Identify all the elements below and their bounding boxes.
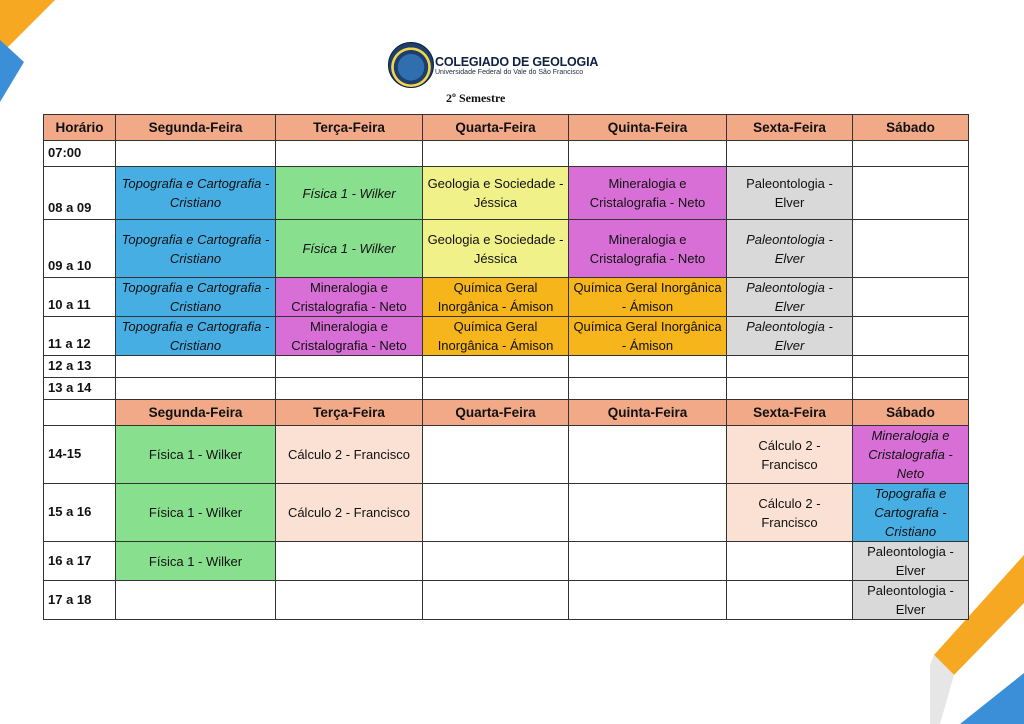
class-cell: Química Geral Inorgânica - Ámison [423, 317, 569, 356]
header-day: Quinta-Feira [569, 115, 727, 141]
empty-cell [569, 484, 727, 542]
empty-cell [727, 141, 853, 167]
empty-cell [423, 426, 569, 484]
class-cell: Mineralogia e Cristalografia - Neto [276, 278, 423, 317]
table-row [44, 542, 969, 581]
class-cell: Paleontologia - Elver [727, 317, 853, 356]
header-day: Terça-Feira [276, 400, 423, 426]
empty-cell [44, 400, 116, 426]
time-cell: 12 a 13 [44, 356, 116, 378]
class-cell: Cálculo 2 - Francisco [727, 426, 853, 484]
class-cell: Paleontologia - Elver [853, 542, 969, 581]
empty-cell [423, 141, 569, 167]
time-cell: 10 a 11 [44, 278, 116, 317]
time-cell: 17 a 18 [44, 581, 116, 620]
empty-cell [569, 426, 727, 484]
corner-decoration-top-left [0, 0, 60, 105]
class-cell: Química Geral Inorgânica - Ámison [423, 278, 569, 317]
empty-cell [569, 141, 727, 167]
class-cell: Topografia e Cartografia - Cristiano [116, 278, 276, 317]
class-cell: Mineralogia e Cristalografia - Neto [569, 220, 727, 278]
empty-cell [853, 278, 969, 317]
empty-cell [727, 542, 853, 581]
header-day: Sábado [853, 115, 969, 141]
empty-cell [423, 484, 569, 542]
empty-cell [853, 220, 969, 278]
empty-cell [569, 378, 727, 400]
header-day: Segunda-Feira [116, 115, 276, 141]
header-day: Terça-Feira [276, 115, 423, 141]
class-cell: Paleontologia - Elver [853, 581, 969, 620]
empty-cell [853, 356, 969, 378]
table-row [44, 278, 969, 317]
university-name: Universidade Federal do Vale do São Francisco [435, 69, 584, 76]
header-day: Sexta-Feira [727, 400, 853, 426]
table-row [44, 220, 969, 278]
table-row [44, 426, 969, 484]
header-day: Quarta-Feira [423, 115, 569, 141]
empty-cell [276, 581, 423, 620]
time-cell: 09 a 10 [44, 220, 116, 278]
empty-cell [569, 542, 727, 581]
class-cell: Química Geral Inorgânica - Ámison [569, 317, 727, 356]
empty-cell [423, 378, 569, 400]
class-cell: Física 1 - Wilker [276, 220, 423, 278]
empty-cell [727, 581, 853, 620]
college-name: COLEGIADO DE GEOLOGIA [435, 55, 599, 69]
class-cell: Geologia e Sociedade - Jéssica [423, 220, 569, 278]
schedule-table [43, 114, 969, 620]
empty-cell [116, 581, 276, 620]
time-cell: 07:00 [44, 141, 116, 167]
empty-cell [116, 378, 276, 400]
class-cell: Cálculo 2 - Francisco [276, 484, 423, 542]
class-cell: Física 1 - Wilker [116, 542, 276, 581]
header-day: Sábado [853, 400, 969, 426]
empty-cell [727, 378, 853, 400]
header-day: Sexta-Feira [727, 115, 853, 141]
empty-cell [276, 378, 423, 400]
empty-cell [276, 141, 423, 167]
class-cell: Física 1 - Wilker [116, 426, 276, 484]
class-cell: Topografia e Cartografia - Cristiano [853, 484, 969, 542]
table-row [44, 167, 969, 220]
class-cell: Topografia e Cartografia -Cristiano [116, 220, 276, 278]
empty-cell [423, 581, 569, 620]
time-cell: 15 a 16 [44, 484, 116, 542]
table-row [44, 378, 969, 400]
empty-cell [276, 542, 423, 581]
empty-cell [569, 581, 727, 620]
header-horario: Horário [44, 115, 116, 141]
class-cell: Paleontologia - Elver [727, 220, 853, 278]
class-cell: Geologia e Sociedade - Jéssica [423, 167, 569, 220]
class-cell: Física 1 - Wilker [276, 167, 423, 220]
header-day: Quarta-Feira [423, 400, 569, 426]
class-cell: Cálculo 2 - Francisco [276, 426, 423, 484]
empty-cell [423, 356, 569, 378]
table-row [44, 356, 969, 378]
class-cell: Química Geral Inorgânica - Ámison [569, 278, 727, 317]
semester-title: 2º Semestre [446, 91, 506, 105]
time-cell: 11 a 12 [44, 317, 116, 356]
class-cell: Cálculo 2 - Francisco [727, 484, 853, 542]
time-cell: 13 a 14 [44, 378, 116, 400]
afternoon-header-row [44, 400, 969, 426]
table-row [44, 581, 969, 620]
class-cell: Mineralogia e Cristalografia - Neto [853, 426, 969, 484]
empty-cell [853, 378, 969, 400]
class-cell: Topografia e Cartografia - Cristiano [116, 317, 276, 356]
class-cell: Paleontologia - Elver [727, 278, 853, 317]
header-day: Quinta-Feira [569, 400, 727, 426]
time-cell: 08 a 09 [44, 167, 116, 220]
class-cell: Física 1 - Wilker [116, 484, 276, 542]
empty-cell [116, 356, 276, 378]
class-cell: Mineralogia e Cristalografia - Neto [569, 167, 727, 220]
table-row [44, 484, 969, 542]
empty-cell [276, 356, 423, 378]
time-cell: 14-15 [44, 426, 116, 484]
table-row [44, 317, 969, 356]
class-cell: Topografia e Cartografia - Cristiano [116, 167, 276, 220]
table-header-row [44, 115, 969, 141]
empty-cell [116, 141, 276, 167]
empty-cell [853, 141, 969, 167]
empty-cell [423, 542, 569, 581]
class-cell: Paleontologia - Elver [727, 167, 853, 220]
empty-cell [853, 317, 969, 356]
college-header [388, 42, 599, 88]
empty-cell [727, 356, 853, 378]
college-logo [388, 42, 434, 88]
header-day: Segunda-Feira [116, 400, 276, 426]
empty-cell [853, 167, 969, 220]
table-row [44, 141, 969, 167]
empty-cell [569, 356, 727, 378]
time-cell: 16 a 17 [44, 542, 116, 581]
class-cell: Mineralogia e Cristalografia - Neto [276, 317, 423, 356]
